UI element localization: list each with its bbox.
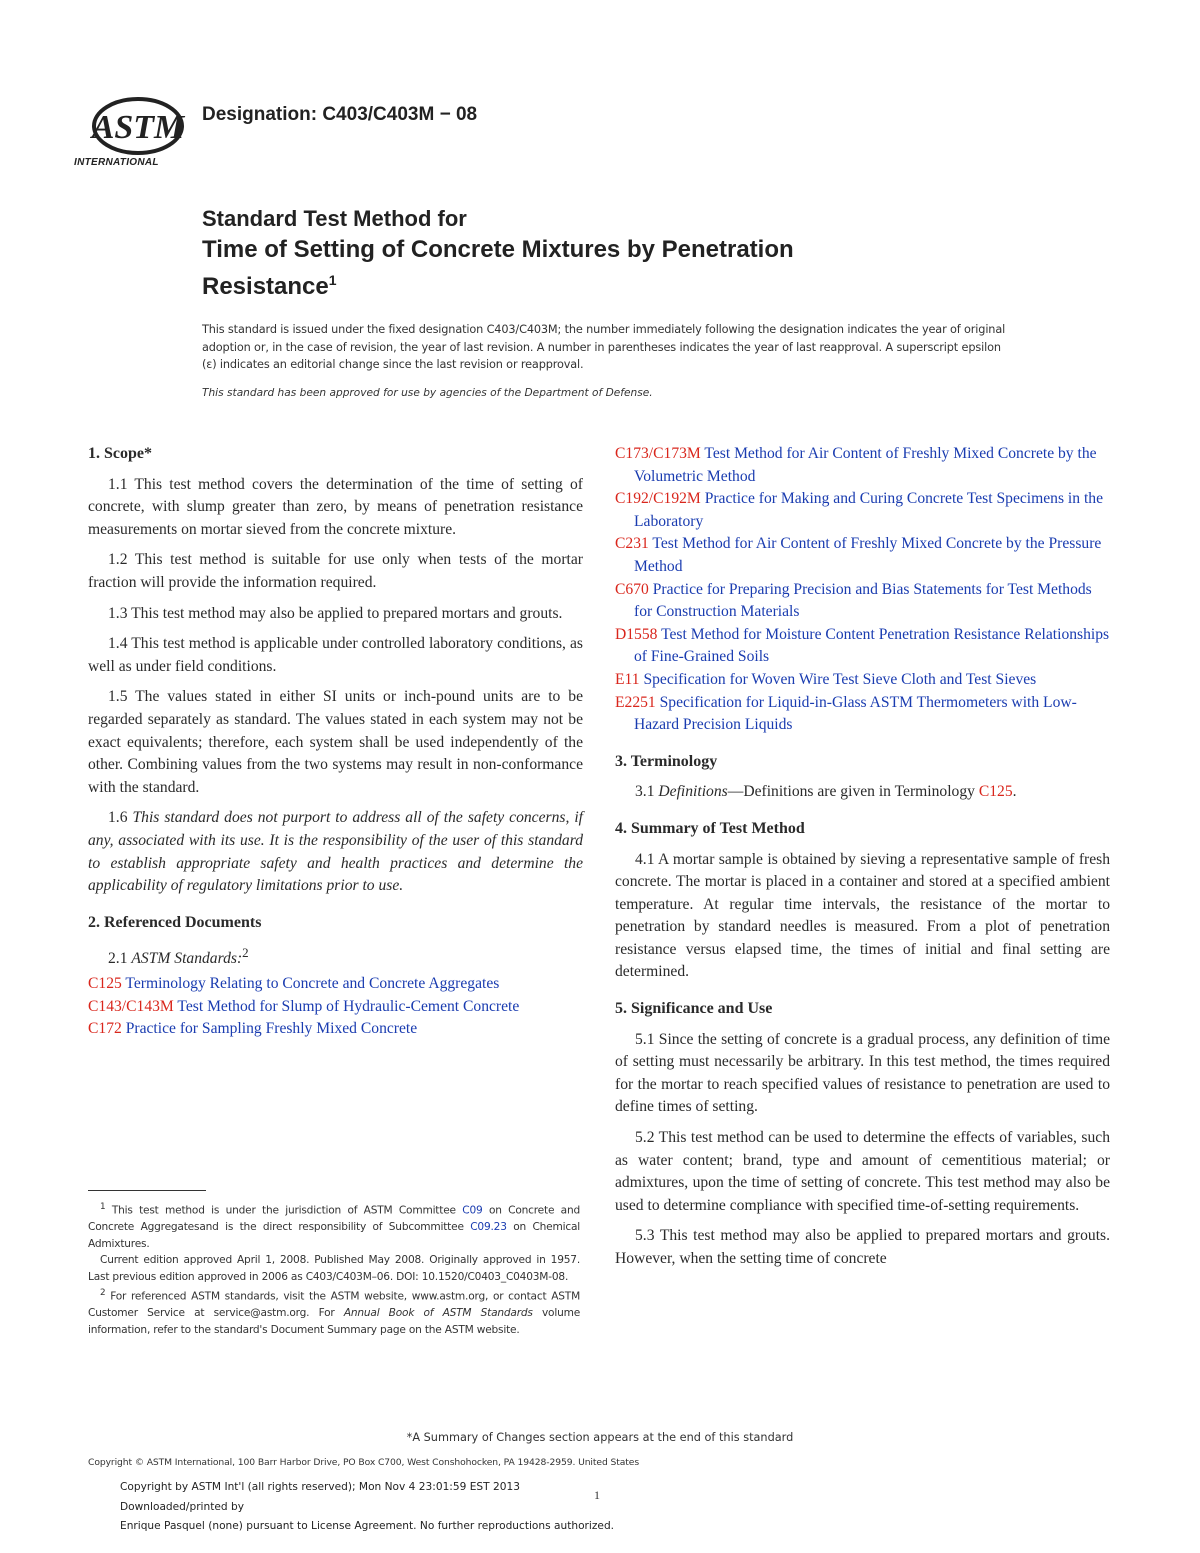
reference-item[interactable] (615, 579, 1110, 624)
reference-item[interactable] (88, 973, 583, 996)
link-c09[interactable]: C09 (462, 1204, 483, 1217)
footnote-1-edition: Current edition approved April 1, 2008. Published May 2008. Originally approved in 1957. Last previous edition approved in 2006 as C403/C403M–06. DOI: 10.1520/C0403_C0403M-08. (88, 1254, 580, 1283)
svg-text:ASTM: ASTM (91, 109, 185, 146)
reference-code[interactable]: D1558 (615, 625, 658, 643)
footnotes (88, 1199, 580, 1338)
paragraph-1-1: 1.1 This test method covers the determination of the time of setting of concrete, with slump greater than zero, by means of penetration resistance measurements on mortar sieved from the concrete mixture. (88, 475, 583, 538)
paragraph-5-2: 5.2 This test method can be used to determine the effects of variables, such as water content; brand, type and amount of cementitious material; or admixtures, upon the time of setting of concrete. This test method may also be used to determine compliance with specified time-of-setting requirements. (615, 1129, 1110, 1214)
copyright-line: Copyright © ASTM International, 100 Barr Harbor Drive, PO Box C700, West Conshohocken, PA 19428-2959. United States (88, 1457, 639, 1468)
footnote-divider (88, 1190, 206, 1191)
astm-logo (74, 96, 188, 170)
reference-code[interactable]: C172 (88, 1020, 122, 1038)
reference-title[interactable]: Terminology Relating to Concrete and Concrete Aggregates (125, 975, 500, 993)
section-heading-referenced-documents: 2. Referenced Documents (88, 913, 262, 931)
reference-title[interactable]: Practice for Preparing Precision and Bias Statements for Test Methods for Construction Materials (634, 580, 1092, 621)
right-column (615, 443, 1110, 1279)
standard-note: This standard is issued under the fixed designation C403/C403M; the number immediately following the designation indicates the year of original adoption or, in the case of revision, the year of last revision. A number in parentheses indicates the year of last reapproval. A superscript epsilon (ε) indicates an editorial change since the last revision or reapproval. (202, 323, 1006, 371)
left-column (88, 443, 583, 1041)
reference-list-left (88, 973, 583, 1041)
title-footnote-ref[interactable]: 1 (328, 272, 337, 288)
reference-code[interactable]: E11 (615, 670, 640, 688)
footnote-1: $^1$ This test method is under the jurisdiction of ASTM Committee C09 on Concrete and Concrete Aggregatesand is the direct responsibility of Subcommittee C09.23 on Chemical Admixtures. (88, 1202, 581, 1250)
reference-title[interactable]: Specification for Woven Wire Test Sieve Cloth and Test Sieves (643, 670, 1037, 688)
reference-title[interactable]: Practice for Making and Curing Concrete Test Specimens in the Laboratory (634, 490, 1104, 530)
reference-item[interactable] (88, 1018, 583, 1041)
reference-title[interactable]: Test Method for Moisture Content Penetration Resistance Relationships of Fine-Grained Soils (634, 625, 1110, 666)
section-heading-terminology: 3. Terminology (615, 752, 718, 770)
paragraph-5-1: 5.1 Since the setting of concrete is a gradual process, any definition of time of setting must necessarily be arbitrary. In this test method, the times required for the mortar to reach specified values of resistance to penetration are used to define times of setting. (615, 1030, 1110, 1116)
paragraph-3-1: 3.1 Definitions—Definitions are given in Terminology C125. (635, 783, 1017, 801)
download-info (120, 1478, 614, 1537)
dod-approval-note: This standard has been approved for use by agencies of the Department of Defense. (202, 387, 653, 399)
download-line-2: Downloaded/printed by (120, 1500, 244, 1513)
paragraph-1-4: 1.4 This test method is applicable under controlled laboratory conditions, as well as under field conditions. (88, 635, 583, 675)
reference-code[interactable]: C670 (615, 580, 649, 598)
paragraph-1-2: 1.2 This test method is suitable for use only when tests of the mortar fraction will provide the information required. (88, 551, 583, 591)
page-number: 1 (594, 1488, 600, 1502)
reference-title[interactable]: Specification for Liquid-in-Glass ASTM Thermometers with Low-Hazard Precision Liquids (634, 693, 1077, 734)
section-heading-summary: 4. Summary of Test Method (615, 819, 805, 837)
footnote-ref-2[interactable]: 2 (242, 945, 249, 961)
reference-code[interactable]: C143/C143M (88, 997, 174, 1015)
footnote-2: $^2$ For referenced ASTM standards, visit the ASTM website, www.astm.org, or contact ASTM Customer Service at service@astm.org. For Annual Book of ASTM Standards volume information, refer to the standard's Document Summary page on the ASTM website. (88, 1288, 581, 1336)
reference-code[interactable]: C125 (88, 975, 122, 993)
link-c09-23[interactable]: C09.23 (470, 1221, 507, 1234)
paragraph-1-3: 1.3 This test method may also be applied to prepared mortars and grouts. (108, 604, 563, 622)
subheading-astm-standards: 2.1 ASTM Standards:$^2$ (108, 945, 249, 968)
reference-title[interactable]: Test Method for Air Content of Freshly Mixed Concrete by the Volumetric Method (634, 445, 1097, 485)
reference-code[interactable]: C231 (615, 535, 649, 553)
paragraph-1-5: 1.5 The values stated in either SI units or inch-pound units are to be regarded separately as standard. The values stated in each system may not be exact equivalents; therefore, each system shall be used independently of the other. Combining values from the two systems may result in non-conformance with the standard. (88, 688, 583, 796)
title-line-1: Time of Setting of Concrete Mixtures by Penetration (202, 236, 794, 263)
link-c125[interactable]: C125 (978, 783, 1013, 801)
reference-item[interactable] (615, 624, 1110, 669)
paragraph-5-3: 5.3 This test method may also be applied to prepared mortars and grouts. However, when the setting time of concrete (615, 1227, 1110, 1267)
reference-title[interactable]: Test Method for Air Content of Freshly Mixed Concrete by the Pressure Method (634, 535, 1102, 575)
reference-item[interactable] (88, 996, 583, 1019)
designation: Designation: C403/C403M − 08 (202, 104, 478, 125)
reference-title[interactable]: Test Method for Slump of Hydraulic-Cement Concrete (177, 997, 520, 1015)
reference-item[interactable] (615, 488, 1110, 533)
reference-item[interactable] (615, 443, 1110, 488)
reference-list-right (615, 443, 1110, 737)
title-line-2: Resistance$^1$ (202, 272, 337, 300)
reference-code[interactable]: C192/C192M (615, 490, 701, 508)
download-line-3: Enrique Pasquel (none) pursuant to License Agreement. No further reproductions authorized. (120, 1520, 615, 1532)
download-line-1: Copyright by ASTM Int'l (all rights reserved); Mon Nov 4 23:01:59 EST 2013 (120, 1481, 520, 1493)
section-heading-significance: 5. Significance and Use (615, 1000, 773, 1018)
reference-title[interactable]: Practice for Sampling Freshly Mixed Concrete (125, 1020, 418, 1038)
paragraph-4-1: 4.1 A mortar sample is obtained by sieving a representative sample of fresh concrete. The mortar is placed in a container and stored at a specified ambient temperature. At regular time intervals, the resistance of the mortar to penetration by standard needles is measured. From a plot of penetration resistance versus elapsed time, the times of initial and final setting are determined. (615, 850, 1110, 981)
reference-code[interactable]: E2251 (615, 693, 656, 711)
summary-of-changes-note: *A Summary of Changes section appears at the end of this standard (406, 1431, 794, 1444)
reference-item[interactable] (615, 669, 1110, 692)
logo-international: INTERNATIONAL (74, 157, 159, 168)
section-heading-scope: 1. Scope* (88, 445, 152, 462)
document-title (202, 204, 1002, 302)
reference-item[interactable] (615, 533, 1110, 578)
reference-code[interactable]: C173/C173M (615, 445, 701, 462)
reference-item[interactable] (615, 692, 1110, 737)
paragraph-1-6: 1.6 This standard does not purport to address all of the safety concerns, if any, associated with its use. It is the responsibility of the user of this standard to establish appropriate safety and health practices and determine the applicability of regulatory limitations prior to use. (88, 809, 583, 895)
title-prefix: Standard Test Method for (202, 206, 467, 231)
